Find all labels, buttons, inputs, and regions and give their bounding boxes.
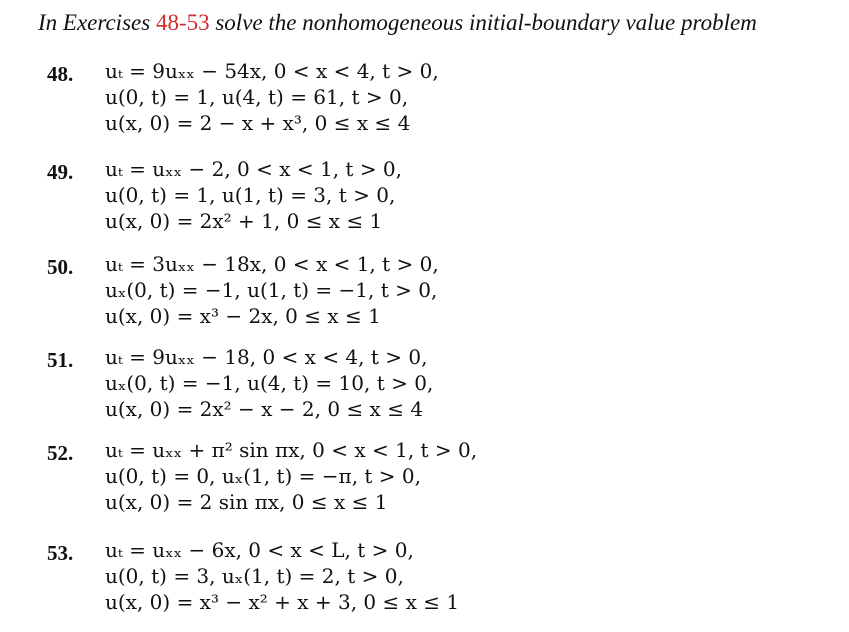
exercise-number: 52. [47, 441, 74, 465]
pde-equation: uₜ = uₓₓ − 6x, 0 < x < L, t > 0, [105, 538, 414, 562]
exercise-heading [38, 10, 757, 36]
initial-condition: u(x, 0) = 2 − x + x³, 0 ≤ x ≤ 4 [105, 111, 411, 135]
pde-equation: uₜ = 3uₓₓ − 18x, 0 < x < 1, t > 0, [105, 252, 439, 276]
initial-condition: u(x, 0) = 2x² − x − 2, 0 ≤ x ≤ 4 [105, 397, 424, 421]
pde-equation: uₜ = uₓₓ + π² sin πx, 0 < x < 1, t > 0, [105, 438, 478, 462]
boundary-conditions: u(0, t) = 0, uₓ(1, t) = −π, t > 0, [105, 464, 421, 488]
exercise-number: 50. [47, 255, 74, 279]
boundary-conditions: uₓ(0, t) = −1, u(1, t) = −1, t > 0, [105, 278, 438, 302]
boundary-conditions: u(0, t) = 1, u(1, t) = 3, t > 0, [105, 183, 396, 207]
boundary-conditions: uₓ(0, t) = −1, u(4, t) = 10, t > 0, [105, 371, 434, 395]
exercise-number: 48. [47, 62, 74, 86]
heading-prefix: In Exercises [38, 10, 151, 35]
exercise-number: 49. [47, 160, 74, 184]
pde-equation: uₜ = 9uₓₓ − 54x, 0 < x < 4, t > 0, [105, 59, 439, 83]
pde-equation: uₜ = uₓₓ − 2, 0 < x < 1, t > 0, [105, 157, 403, 181]
pde-equation: uₜ = 9uₓₓ − 18, 0 < x < 4, t > 0, [105, 345, 428, 369]
exercise-number: 51. [47, 348, 74, 372]
boundary-conditions: u(0, t) = 3, uₓ(1, t) = 2, t > 0, [105, 564, 404, 588]
initial-condition: u(x, 0) = x³ − x² + x + 3, 0 ≤ x ≤ 1 [105, 590, 460, 614]
initial-condition: u(x, 0) = 2x² + 1, 0 ≤ x ≤ 1 [105, 209, 383, 233]
exercise-range-link[interactable]: 48-53 [155, 10, 210, 35]
exercise-number: 53. [47, 541, 74, 565]
initial-condition: u(x, 0) = x³ − 2x, 0 ≤ x ≤ 1 [105, 304, 381, 328]
initial-condition: u(x, 0) = 2 sin πx, 0 ≤ x ≤ 1 [105, 490, 388, 514]
heading-suffix: solve the nonhomogeneous initial-boundary value problem [215, 10, 757, 35]
boundary-conditions: u(0, t) = 1, u(4, t) = 61, t > 0, [105, 85, 409, 109]
